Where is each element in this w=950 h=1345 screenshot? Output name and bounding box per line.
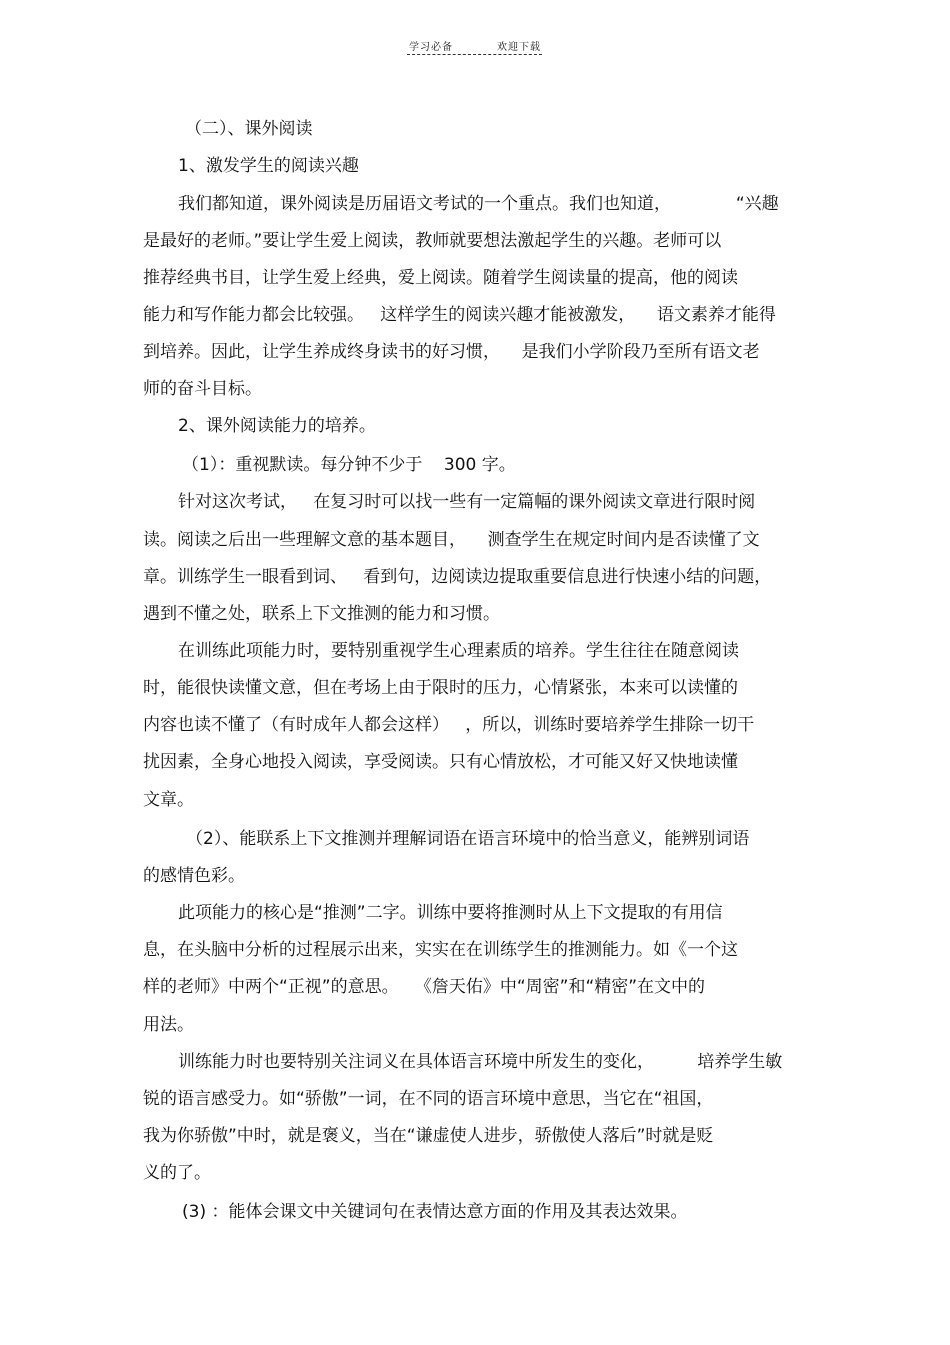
text-line: 我们都知道，课外阅读是历届语文考试的一个重点。我们也知道， “兴趣 <box>178 194 779 214</box>
section-heading: （二）、课外阅读 <box>185 119 313 139</box>
text-line: 时，能很快读懂文意，但在考场上由于限时的压力，心情紧张，本来可以读懂的 <box>143 678 738 698</box>
text-line: 遇到不懂之处，联系上下文推测的能力和习惯。 <box>143 604 500 624</box>
text-line: 我为你骄傲”中时，就是褒义，当在“谦虚使人进步，骄傲使人落后”时就是贬 <box>143 1126 714 1146</box>
text-line: 文章。 <box>143 790 194 810</box>
text-line: 训练能力时也要特别关注词义在具体语言环境中所发生的变化， 培养学生敏 <box>178 1052 783 1072</box>
text-line: 是最好的老师。”要让学生爱上阅读，教师就要想法激起学生的兴趣。老师可以 <box>143 231 722 251</box>
header-left-text: 学习必备 <box>409 42 453 53</box>
subheading: （2）、能联系上下文推测并理解词语在语言环境中的恰当意义，能辨别词语 <box>186 829 750 849</box>
text-line: 的感情色彩。 <box>143 866 245 886</box>
text-line: 师的奋斗目标。 <box>143 379 262 399</box>
text-line: 针对这次考试， 在复习时可以找一些有一定篇幅的课外阅读文章进行限时阅 <box>178 492 756 512</box>
text-line: 息，在头脑中分析的过程展示出来，实实在在训练学生的推测能力。如《一个这 <box>143 940 738 960</box>
text-line: 义的了。 <box>143 1163 211 1183</box>
subheading: （1）：重视默读。每分钟不少于 300 字。 <box>182 455 516 475</box>
text-line: 能力和写作能力都会比较强。 这样学生的阅读兴趣才能被激发， 语文素养才能得 <box>143 305 776 325</box>
subheading: (3) ：能体会课文中关键词句在表情达意方面的作用及其表达效果。 <box>182 1202 688 1222</box>
text-line: 在训练此项能力时，要特别重视学生心理素质的培养。学生往往在随意阅读 <box>178 641 739 661</box>
subheading: 2、课外阅读能力的培养。 <box>178 416 376 436</box>
text-line: 内容也读不懂了（有时成年人都会这样） ，所以，训练时要培养学生排除一切干 <box>143 715 755 735</box>
text-line: 到培养。因此，让学生养成终身读书的好习惯， 是我们小学阶段乃至所有语文老 <box>143 342 760 362</box>
text-line: 章。训练学生一眼看到词、 看到句，边阅读边提取重要信息进行快速小结的问题， <box>143 567 772 587</box>
text-line: 读。阅读之后出一些理解文意的基本题目， 测查学生在规定时间内是否读懂了文 <box>143 530 760 550</box>
text-line: 锐的语言感受力。如“骄傲”一词，在不同的语言环境中意思，当它在“祖国， <box>143 1089 714 1109</box>
text-line: 用法。 <box>143 1015 194 1035</box>
header-right-text: 欢迎下载 <box>497 42 541 53</box>
text-line: 扰因素，全身心地投入阅读，享受阅读。只有心情放松，才可能又好又快地读懂 <box>143 752 738 772</box>
text-line: 此项能力的核心是“推测”二字。训练中要将推测时从上下文提取的有用信 <box>178 903 723 923</box>
text-line: 推荐经典书目，让学生爱上经典，爱上阅读。随着学生阅读量的提高，他的阅读 <box>143 268 738 288</box>
text-line: 样的老师》中两个“正视”的意思。 《詹天佑》中“周密”和“精密”在文中的 <box>143 977 706 997</box>
subheading: 1、激发学生的阅读兴趣 <box>178 156 359 176</box>
